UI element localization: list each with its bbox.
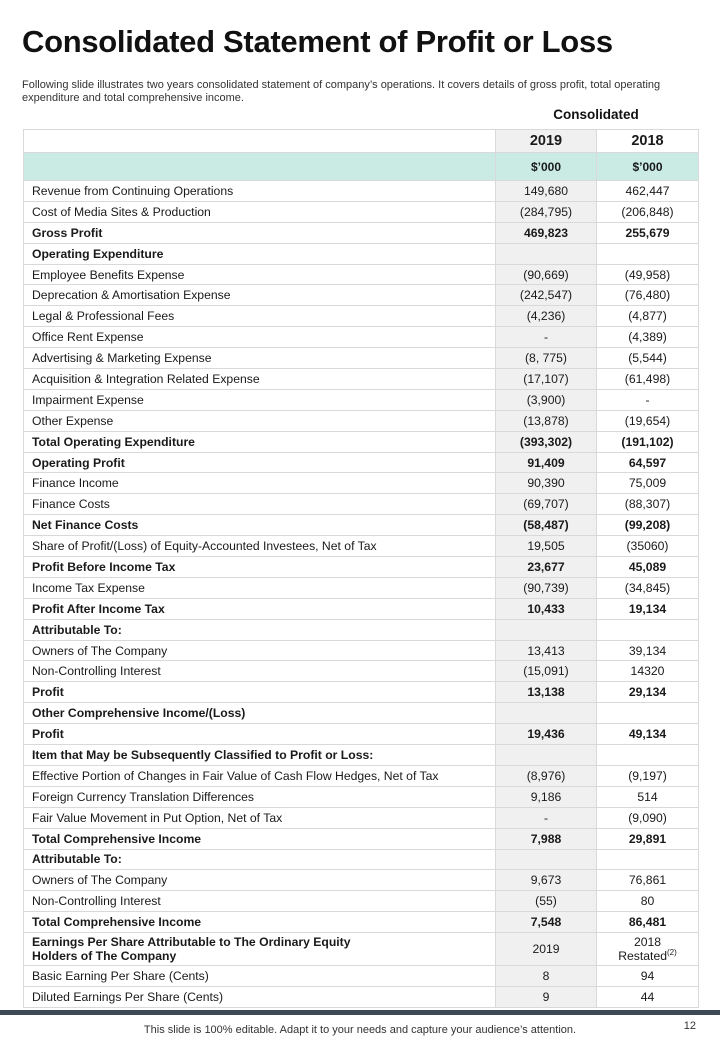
value-2019: (13,878) [496, 410, 597, 431]
value-2019: (55) [496, 891, 597, 912]
value-2019: 10,433 [496, 598, 597, 619]
value-2019: (8,976) [496, 765, 597, 786]
table-row [24, 243, 699, 264]
table-row [24, 536, 699, 557]
value-2019: (58,487) [496, 515, 597, 536]
value-2018: 514 [597, 786, 699, 807]
value-2019 [496, 849, 597, 870]
table-row [24, 870, 699, 891]
value-2019: 19,505 [496, 536, 597, 557]
value-2019: - [496, 327, 597, 348]
eps-header-2019: 2019 [496, 933, 597, 966]
value-2018: (49,958) [597, 264, 699, 285]
value-2018: (9,197) [597, 765, 699, 786]
table-row [24, 389, 699, 410]
value-2019: 13,138 [496, 682, 597, 703]
row-label: Operating Profit [24, 452, 496, 473]
table-row [24, 410, 699, 431]
table-row [24, 891, 699, 912]
year-2019-header: 2019 [496, 130, 597, 153]
value-2018: (99,208) [597, 515, 699, 536]
row-label: Profit [24, 724, 496, 745]
table-row [24, 222, 699, 243]
value-2019: 7,548 [496, 912, 597, 933]
page-title: Consolidated Statement of Profit or Loss [22, 24, 613, 59]
value-2018: (35060) [597, 536, 699, 557]
eps-row [24, 966, 699, 987]
value-2019: 469,823 [496, 222, 597, 243]
value-2018: (4,877) [597, 306, 699, 327]
table-row [24, 849, 699, 870]
row-label: Total Comprehensive Income [24, 912, 496, 933]
value-2019: 9,186 [496, 786, 597, 807]
value-2019: (3,900) [496, 389, 597, 410]
value-2019: 19,436 [496, 724, 597, 745]
eps-header-label-line1: Earnings Per Share Attributable to The Ordinary Equity [32, 935, 351, 950]
value-2019: (284,795) [496, 201, 597, 222]
table-row [24, 786, 699, 807]
table-row [24, 912, 699, 933]
value-2018: 75,009 [597, 473, 699, 494]
value-2019: (8, 775) [496, 348, 597, 369]
row-label: Share of Profit/(Loss) of Equity-Accounted Investees, Net of Tax [24, 536, 496, 557]
eps-header-label-line2: Holders of The Company [32, 949, 177, 964]
value-2018: 29,891 [597, 828, 699, 849]
unit-header-row [24, 153, 699, 181]
table-row [24, 201, 699, 222]
table-row [24, 494, 699, 515]
restated-label: Restated [618, 949, 667, 964]
eps-header-2018 [597, 933, 699, 966]
table-row [24, 577, 699, 598]
row-label: Diluted Earnings Per Share (Cents) [24, 986, 496, 1007]
row-label: Office Rent Expense [24, 327, 496, 348]
row-label: Revenue from Continuing Operations [24, 181, 496, 202]
table-row [24, 745, 699, 766]
row-label: Total Comprehensive Income [24, 828, 496, 849]
row-label: Employee Benefits Expense [24, 264, 496, 285]
value-2018: 14320 [597, 661, 699, 682]
value-2018: 76,861 [597, 870, 699, 891]
footer-note: This slide is 100% editable. Adapt it to your needs and capture your audience’s attention. [143, 1024, 577, 1036]
value-2018: (88,307) [597, 494, 699, 515]
table-row [24, 348, 699, 369]
value-2018: 29,134 [597, 682, 699, 703]
row-label: Other Expense [24, 410, 496, 431]
row-label: Advertising & Marketing Expense [24, 348, 496, 369]
value-2019: (90,739) [496, 577, 597, 598]
table-row [24, 619, 699, 640]
value-2018: 19,134 [597, 598, 699, 619]
table-row [24, 661, 699, 682]
page-number: 12 [683, 1020, 696, 1032]
row-label: Foreign Currency Translation Differences [24, 786, 496, 807]
value-2018: (61,498) [597, 369, 699, 390]
value-2018: (4,389) [597, 327, 699, 348]
value-2018: (5,544) [597, 348, 699, 369]
table-row [24, 724, 699, 745]
table-row [24, 264, 699, 285]
value-2018: 44 [597, 986, 699, 1007]
unit-2019-header: $’000 [496, 153, 597, 181]
row-label: Fair Value Movement in Put Option, Net of Tax [24, 807, 496, 828]
year-header-blank [24, 130, 496, 153]
value-2019: (15,091) [496, 661, 597, 682]
value-2018: - [597, 389, 699, 410]
value-2018: 45,089 [597, 557, 699, 578]
row-label: Profit Before Income Tax [24, 557, 496, 578]
value-2018: 255,679 [597, 222, 699, 243]
value-2019: (242,547) [496, 285, 597, 306]
table-row [24, 598, 699, 619]
value-2018 [597, 745, 699, 766]
table-row [24, 703, 699, 724]
value-2018: 64,597 [597, 452, 699, 473]
value-2019: 90,390 [496, 473, 597, 494]
row-label: Owners of The Company [24, 640, 496, 661]
row-label: Total Operating Expenditure [24, 431, 496, 452]
value-2019: (17,107) [496, 369, 597, 390]
value-2018: 39,134 [597, 640, 699, 661]
row-label: Gross Profit [24, 222, 496, 243]
table-row [24, 640, 699, 661]
row-label: Profit After Income Tax [24, 598, 496, 619]
table-row [24, 515, 699, 536]
year-2018-header: 2018 [597, 130, 699, 153]
value-2019 [496, 745, 597, 766]
row-label: Finance Income [24, 473, 496, 494]
row-label: Attributable To: [24, 619, 496, 640]
eps-header-2018-year: 2018 [633, 935, 662, 950]
value-2018: 86,481 [597, 912, 699, 933]
value-2019: (393,302) [496, 431, 597, 452]
row-label: Owners of The Company [24, 870, 496, 891]
eps-header-label [24, 933, 496, 966]
value-2019: 23,677 [496, 557, 597, 578]
value-2019: 149,680 [496, 181, 597, 202]
row-label: Non-Controlling Interest [24, 891, 496, 912]
row-label: Finance Costs [24, 494, 496, 515]
eps-header-2018-restated [605, 949, 690, 963]
value-2018 [597, 243, 699, 264]
value-2018: 49,134 [597, 724, 699, 745]
value-2019 [496, 619, 597, 640]
value-2018: (206,848) [597, 201, 699, 222]
table-row [24, 285, 699, 306]
value-2019: 8 [496, 966, 597, 987]
row-label: Basic Earning Per Share (Cents) [24, 966, 496, 987]
value-2019 [496, 703, 597, 724]
table-row [24, 828, 699, 849]
value-2019: 91,409 [496, 452, 597, 473]
table-row [24, 473, 699, 494]
year-header-row [24, 130, 699, 153]
row-label: Effective Portion of Changes in Fair Value of Cash Flow Hedges, Net of Tax [24, 765, 496, 786]
value-2018: (34,845) [597, 577, 699, 598]
value-2018: (76,480) [597, 285, 699, 306]
row-label: Deprecation & Amortisation Expense [24, 285, 496, 306]
value-2018: 80 [597, 891, 699, 912]
table-row [24, 306, 699, 327]
eps-header-row [24, 933, 699, 966]
row-label: Non-Controlling Interest [24, 661, 496, 682]
row-label: Attributable To: [24, 849, 496, 870]
consolidated-header: Consolidated [553, 107, 639, 122]
restated-footnote-marker: (2) [667, 948, 677, 957]
row-label: Legal & Professional Fees [24, 306, 496, 327]
value-2018: 462,447 [597, 181, 699, 202]
table-row [24, 369, 699, 390]
value-2018 [597, 619, 699, 640]
value-2019: (69,707) [496, 494, 597, 515]
footer-bar [0, 1010, 720, 1015]
table-row [24, 327, 699, 348]
value-2018 [597, 703, 699, 724]
value-2018: (191,102) [597, 431, 699, 452]
value-2018: (9,090) [597, 807, 699, 828]
unit-2018-header: $’000 [597, 153, 699, 181]
value-2018 [597, 849, 699, 870]
row-label: Acquisition & Integration Related Expense [24, 369, 496, 390]
row-label: Income Tax Expense [24, 577, 496, 598]
value-2018: 94 [597, 966, 699, 987]
table-row [24, 807, 699, 828]
value-2019: (90,669) [496, 264, 597, 285]
value-2018: (19,654) [597, 410, 699, 431]
row-label: Profit [24, 682, 496, 703]
value-2019: 13,413 [496, 640, 597, 661]
row-label: Other Comprehensive Income/(Loss) [24, 703, 496, 724]
value-2019: (4,236) [496, 306, 597, 327]
profit-loss-table [23, 129, 699, 1008]
value-2019: - [496, 807, 597, 828]
value-2019: 7,988 [496, 828, 597, 849]
unit-header-blank [24, 153, 496, 181]
table-row [24, 431, 699, 452]
row-label: Cost of Media Sites & Production [24, 201, 496, 222]
table-row [24, 452, 699, 473]
row-label: Item that May be Subsequently Classified to Profit or Loss: [24, 745, 496, 766]
page-subtitle: Following slide illustrates two years consolidated statement of company’s operations. It covers details of gross profit, total operating expenditure and total comprehensive income. [22, 79, 661, 104]
value-2019: 9,673 [496, 870, 597, 891]
eps-row [24, 986, 699, 1007]
table-row [24, 682, 699, 703]
row-label: Impairment Expense [24, 389, 496, 410]
value-2019: 9 [496, 986, 597, 1007]
table-row [24, 181, 699, 202]
table-row [24, 557, 699, 578]
value-2019 [496, 243, 597, 264]
row-label: Net Finance Costs [24, 515, 496, 536]
row-label: Operating Expenditure [24, 243, 496, 264]
table-row [24, 765, 699, 786]
